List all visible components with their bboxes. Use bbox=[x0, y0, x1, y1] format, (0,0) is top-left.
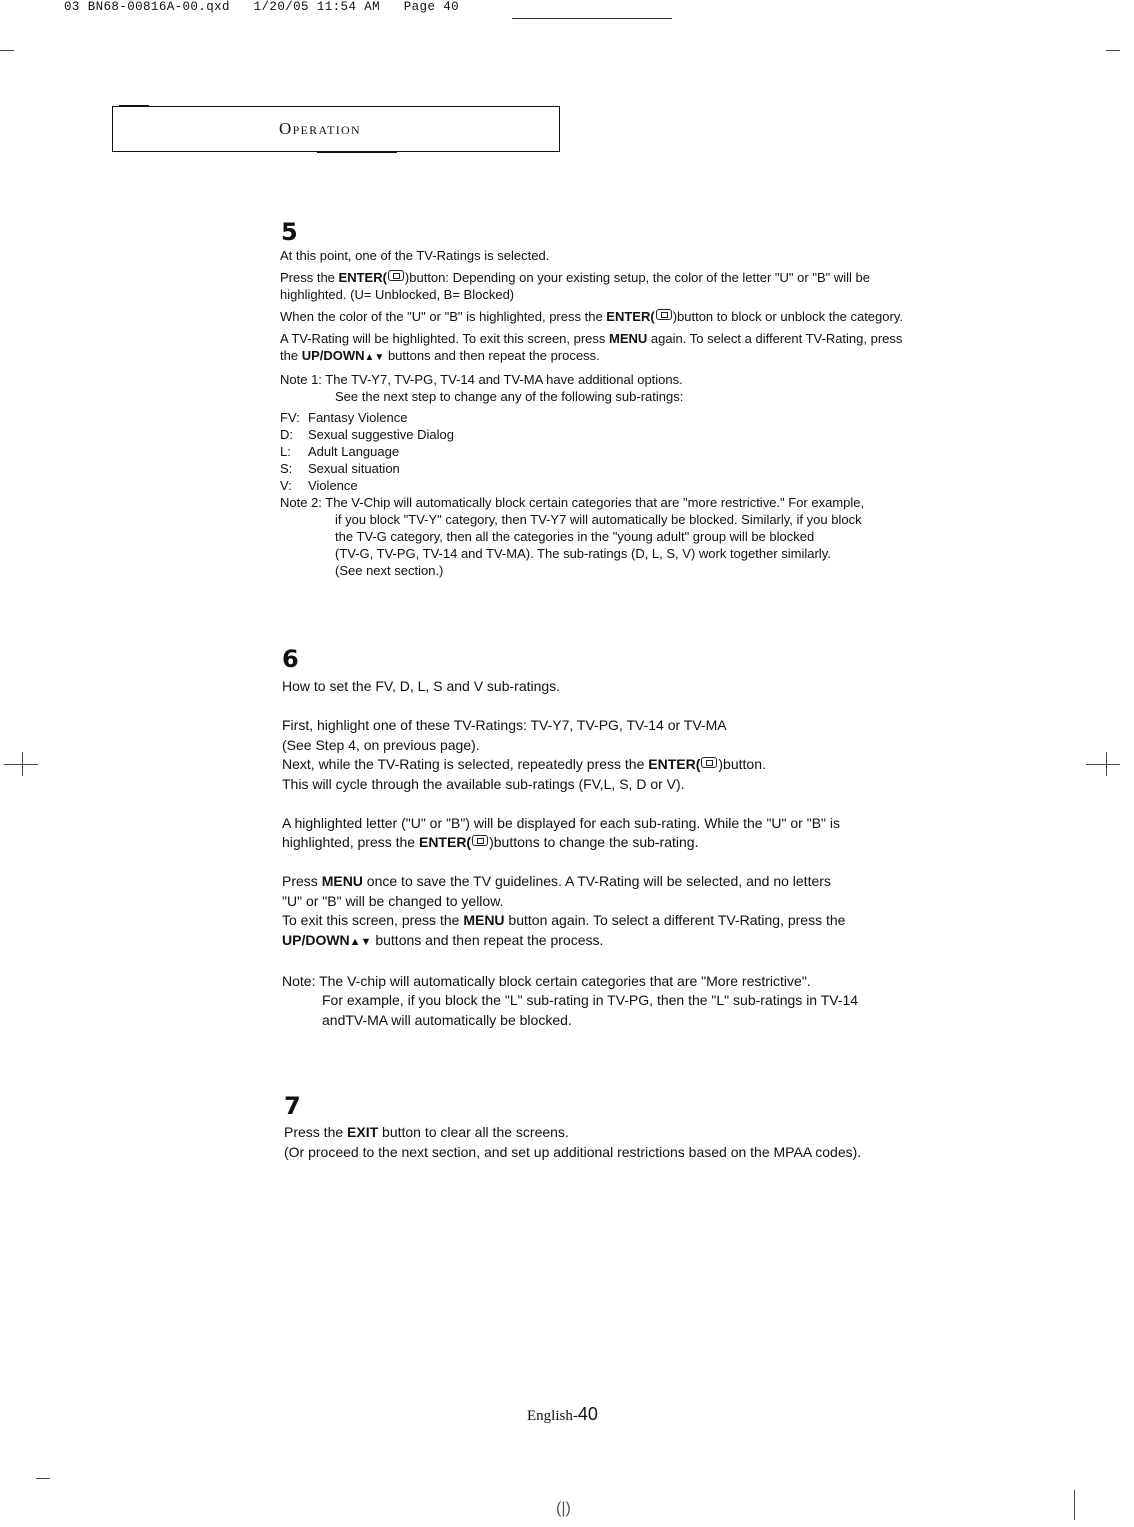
enter-icon bbox=[388, 270, 404, 281]
step-6-p1-end: This will cycle through the available sub-ratings (FV,L, S, D or V). bbox=[282, 775, 685, 792]
step-6-note-cont: For example, if you block the "L" sub-rating in TV-PG, then the "L" sub-ratings in TV-14 bbox=[322, 992, 859, 1008]
up-down-arrows-icon: ▲▼ bbox=[364, 352, 385, 363]
list-item: V: Violence bbox=[280, 478, 358, 493]
crop-mark bbox=[22, 752, 23, 776]
step-6-intro: How to set the FV, D, L, S and V sub-ratings. bbox=[282, 678, 561, 694]
step-6-p1-next: Next, while the TV-Rating is selected, repeatedly press the ENTER( )button. bbox=[282, 756, 766, 772]
step-6-p2: A highlighted letter ("U" or "B") will be displayed for each sub-rating. While the "U" or "B" is bbox=[282, 814, 840, 831]
step-5-body bbox=[280, 247, 903, 579]
step-5-p1: Press the ENTER( )button: Depending on your existing setup, the color of the letter "U" or "B" will be bbox=[280, 270, 870, 285]
list-item: D: Sexual suggestive Dialog bbox=[280, 427, 454, 442]
crop-mark bbox=[1106, 50, 1120, 51]
list-item: FV: Fantasy Violence bbox=[280, 410, 408, 425]
step-6-p3-end: UP/DOWN▲▼ buttons and then repeat the process. bbox=[282, 931, 604, 948]
sub-ratings-list bbox=[280, 409, 903, 494]
step-6-p3-exit: To exit this screen, press the MENU button again. To select a different TV-Rating, press the bbox=[282, 912, 846, 928]
step-6-p3-cont: "U" or "B" will be changed to yellow. bbox=[282, 892, 504, 909]
crop-mark bbox=[4, 764, 38, 765]
step-6-note-end: andTV-MA will automatically be blocked. bbox=[322, 1011, 572, 1028]
step-7-number: 7 bbox=[284, 1092, 301, 1120]
step-5-note2-cont: (TV-G, TV-PG, TV-14 and TV-MA). The sub-ratings (D, L, S, V) work together similarly. bbox=[335, 546, 831, 561]
step-5-note1-cont: See the next step to change any of the following sub-ratings: bbox=[335, 389, 684, 404]
step-6-p3: Press MENU once to save the TV guidelines. A TV-Rating will be selected, and no letters bbox=[282, 873, 831, 889]
list-item: L: Adult Language bbox=[280, 444, 400, 459]
step-6-p1-cont: (See Step 4, on previous page). bbox=[282, 736, 480, 753]
step-5-note1: Note 1: The TV-Y7, TV-PG, TV-14 and TV-MA have additional options. bbox=[280, 372, 683, 387]
step-7-p1: Press the EXIT button to clear all the screens. bbox=[284, 1124, 569, 1140]
page-number: 40 bbox=[577, 1404, 598, 1424]
list-item: S: Sexual situation bbox=[280, 461, 400, 476]
step-6-body bbox=[282, 677, 858, 1030]
step-5-note2-cont: (See next section.) bbox=[335, 563, 444, 578]
step-7-body bbox=[284, 1123, 861, 1162]
page-footer: English-40 bbox=[527, 1404, 598, 1424]
enter-icon bbox=[656, 309, 672, 320]
crop-mark bbox=[0, 50, 14, 51]
step-6-note: Note: The V-chip will automatically block certain categories that are "More restrictive". bbox=[282, 972, 811, 989]
section-title: Operation bbox=[279, 119, 361, 138]
step-5-p2: When the color of the "U" or "B" is highlighted, press the ENTER( )button to block or unblock the category. bbox=[280, 309, 903, 324]
print-slug: 03 BN68-00816A-00.qxd 1/20/05 11:54 AM Page 40 bbox=[64, 0, 459, 14]
step-5-p3-cont: the UP/DOWN▲▼ buttons and then repeat the process. bbox=[280, 348, 600, 363]
crop-mark bbox=[36, 1478, 50, 1479]
enter-icon bbox=[701, 757, 717, 768]
step-5-note2-cont: if you block "TV-Y" category, then TV-Y7 will automatically be blocked. Similarly, if you block bbox=[335, 512, 862, 527]
step-5-note2: Note 2: The V-Chip will automatically block certain categories that are "more restrictive." For example, bbox=[280, 495, 865, 510]
enter-icon bbox=[472, 835, 488, 846]
crop-mark bbox=[1074, 1490, 1075, 1520]
step-6-p1: First, highlight one of these TV-Ratings: TV-Y7, TV-PG, TV-14 or TV-MA bbox=[282, 717, 727, 733]
step-6-number: 6 bbox=[282, 645, 299, 673]
up-down-arrows-icon: ▲▼ bbox=[349, 935, 372, 948]
step-5-intro: At this point, one of the TV-Ratings is selected. bbox=[280, 248, 550, 263]
step-5-p1-cont: highlighted. (U= Unblocked, B= Blocked) bbox=[280, 287, 515, 302]
registration-mark-icon: (|) bbox=[556, 1500, 571, 1517]
step-5-note2-cont: the TV-G category, then all the categories in the "young adult" group will be blocked bbox=[335, 529, 815, 544]
step-7-p2: (Or proceed to the next section, and set up additional restrictions based on the MPAA codes). bbox=[284, 1143, 862, 1160]
step-5-p3: A TV-Rating will be highlighted. To exit this screen, press MENU again. To select a different TV-Rating, press bbox=[280, 331, 903, 346]
section-header-box bbox=[112, 106, 560, 152]
step-5-number: 5 bbox=[281, 218, 298, 246]
crop-mark bbox=[1106, 752, 1107, 776]
step-6-p2-cont: highlighted, press the ENTER( )buttons to change the sub-rating. bbox=[282, 834, 699, 850]
crop-mark bbox=[1086, 764, 1120, 765]
